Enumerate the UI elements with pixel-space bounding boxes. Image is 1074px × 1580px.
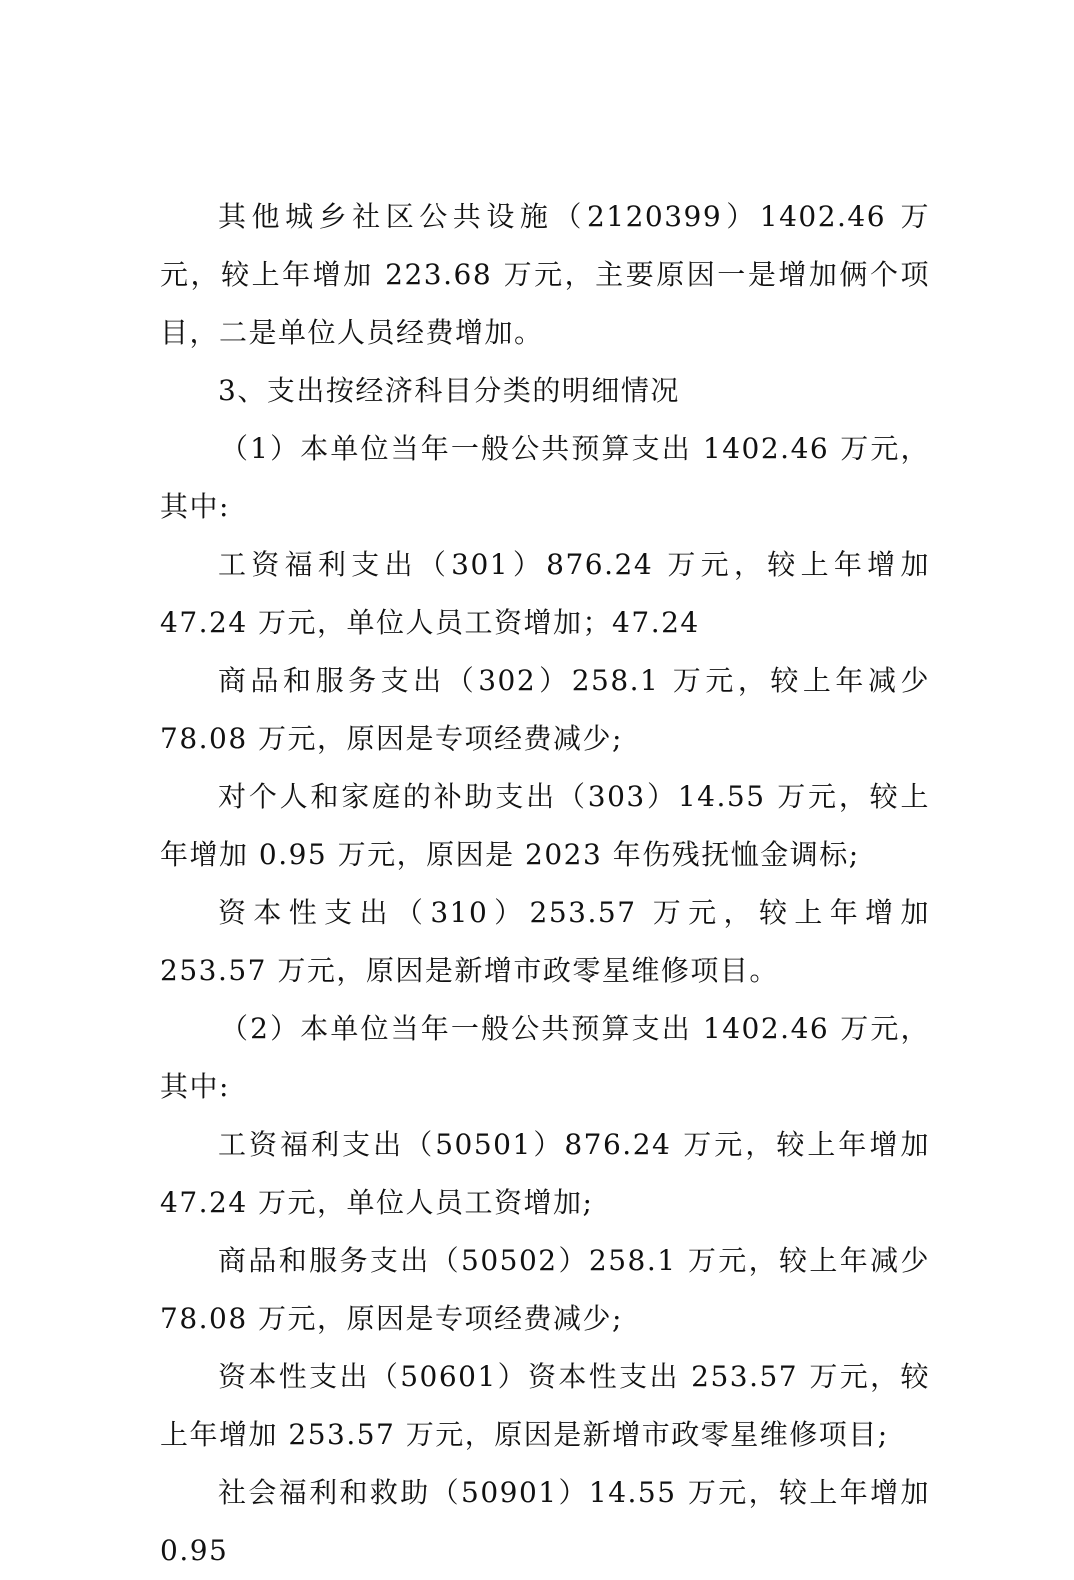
section-heading-economic-classification: 3、支出按经济科目分类的明细情况 (218, 374, 680, 407)
paragraph-goods-services-302: 商品和服务支出（302）258.1 万元，较上年减少 78.08 万元，原因是专项经费减少; (160, 664, 930, 755)
paragraph-social-welfare-50901: 社会福利和救助（50901）14.55 万元，较上年增加 0.95 (160, 1476, 930, 1567)
paragraph-subsection-1-intro: （1）本单位当年一般公共预算支出 1402.46 万元，其中: (160, 432, 930, 523)
paragraph-salary-welfare-301: 工资福利支出（301）876.24 万元，较上年增加 47.24 万元，单位人员工资增加；47.24 (160, 548, 930, 639)
paragraph-capital-310: 资本性支出（310）253.57 万元，较上年增加 253.57 万元，原因是新增市政零星维修项目。 (160, 896, 930, 987)
paragraph-capital-50601: 资本性支出（50601）资本性支出 253.57 万元，较上年增加 253.57 万元，原因是新增市政零星维修项目; (160, 1360, 930, 1451)
document-body (160, 188, 930, 1580)
paragraph-goods-services-50502: 商品和服务支出（50502）258.1 万元，较上年减少 78.08 万元，原因是专项经费减少; (160, 1244, 930, 1335)
paragraph-household-subsidy-303: 对个人和家庭的补助支出（303）14.55 万元，较上年增加 0.95 万元，原因是 2023 年伤残抚恤金调标; (160, 780, 930, 871)
paragraph-salary-welfare-50501: 工资福利支出（50501）876.24 万元，较上年增加 47.24 万元，单位人员工资增加; (160, 1128, 930, 1219)
paragraph-subsection-2-intro: （2）本单位当年一般公共预算支出 1402.46 万元，其中: (160, 1012, 930, 1103)
paragraph-community-facilities: 其他城乡社区公共设施（2120399）1402.46 万元，较上年增加 223.68 万元，主要原因一是增加俩个项目，二是单位人员经费增加。 (160, 200, 930, 349)
